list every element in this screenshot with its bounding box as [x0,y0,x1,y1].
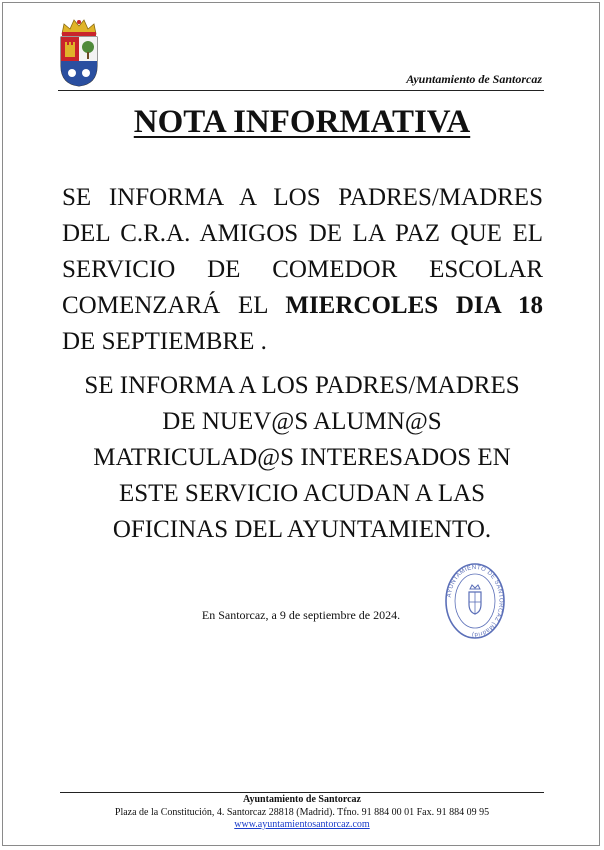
notice1-start-date: MIERCOLES DIA 18 [285,292,543,319]
notice2-line: MATRICULAD@S INTERESADOS EN [93,444,511,471]
official-seal-stamp [444,562,506,640]
coat-of-arms-icon [58,16,100,88]
footer-divider [60,792,544,793]
document-title-text: NOTA INFORMATIVA [133,104,471,140]
notice2-line: ESTE SERVICIO ACUDAN A LAS [118,480,486,507]
header-organization: Ayuntamiento de Santorcaz [406,72,542,86]
notice2-line: SE INFORMA A LOS PADRES/MADRES [84,372,520,399]
notice1-line: SE INFORMA A LOS PADRES/MADRES [62,184,543,211]
footer-website-link[interactable]: www.ayuntamientosantorcaz.com [234,819,370,830]
notice1-line: DE SEPTIEMBRE . [62,328,267,355]
notice1-line [62,288,543,324]
notice-paragraph-1 [62,180,543,360]
notice-paragraph-2 [40,368,564,548]
notice1-line: SERVICIO DE COMEDOR ESCOLAR [62,256,543,283]
header-divider [58,90,544,91]
footer-organization: Ayuntamiento de Santorcaz [243,794,361,805]
notice1-line: DEL C.R.A. AMIGOS DE LA PAZ QUE EL [62,220,543,247]
svg-text:AYUNTAMIENTO DE SANTORCAZ (Mad: AYUNTAMIENTO DE SANTORCAZ (Madrid) [446,564,504,638]
date-place-text: En Santorcaz, a 9 de septiembre de 2024. [201,608,401,622]
notice2-line: DE NUEV@S ALUMN@S [162,408,442,435]
date-place-line [0,608,604,623]
footer-address: Plaza de la Constitución, 4. Santorcaz 28818 (Madrid). Tfno. 91 884 00 01 Fax. 91 884 09 95 [114,806,490,818]
notice1-line4-prefix: COMENZARÁ EL [62,292,286,319]
notice2-line: OFICINAS DEL AYUNTAMIENTO. [112,516,492,543]
document-title [0,104,604,141]
footer [0,794,604,832]
